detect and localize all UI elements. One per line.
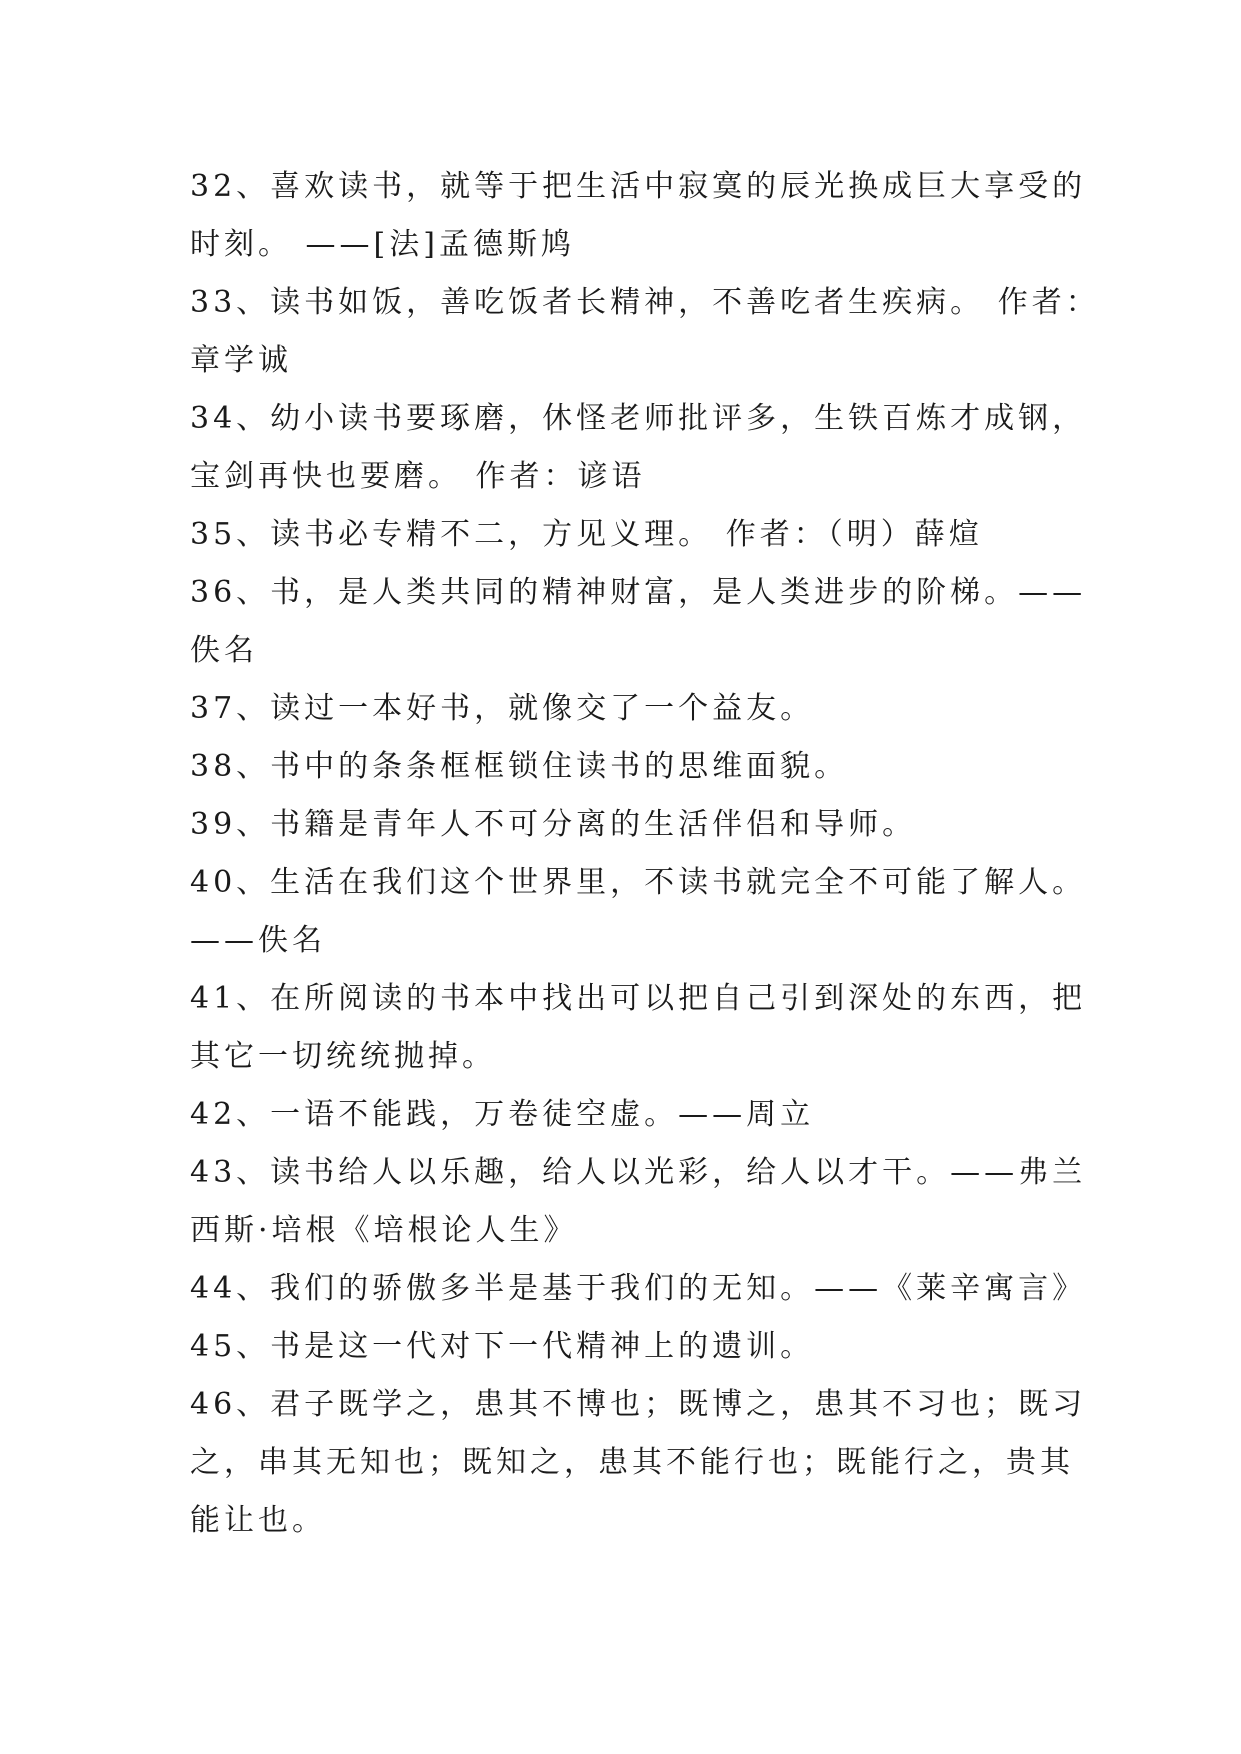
text-line: 章学诚 — [190, 343, 292, 378]
text-line: 46、君子既学之，患其不博也；既博之，患其不习也；既习 — [190, 1387, 1087, 1422]
text-line: 37、读过一本好书，就像交了一个益友。 — [190, 691, 815, 726]
text-line: 32、喜欢读书，就等于把生活中寂寞的辰光换成巨大享受的 — [190, 169, 1087, 204]
text-line: 40、生活在我们这个世界里，不读书就完全不可能了解人。 — [190, 865, 1087, 900]
text-line: 其它一切统统抛掉。 — [190, 1039, 496, 1074]
text-line: 33、读书如饭，善吃饭者长精神，不善吃者生疾病。 作者： — [190, 285, 1100, 320]
text-line: 西斯·培根《培根论人生》 — [190, 1213, 578, 1248]
text-line: 35、读书必专精不二，方见义理。 作者：（明）薛煊 — [190, 517, 983, 552]
text-line: 44、我们的骄傲多半是基于我们的无知。——《莱辛寓言》 — [190, 1271, 1087, 1306]
text-line: 之，串其无知也；既知之，患其不能行也；既能行之，贵其 — [190, 1445, 1074, 1480]
text-line: 43、读书给人以乐趣，给人以光彩，给人以才干。——弗兰 — [190, 1155, 1087, 1190]
text-line: 36、书，是人类共同的精神财富，是人类进步的阶梯。—— — [190, 575, 1087, 610]
text-line: 39、书籍是青年人不可分离的生活伴侣和导师。 — [190, 807, 917, 842]
text-line: 时刻。 ——[法]孟德斯鸠 — [190, 227, 575, 262]
text-line: 45、书是这一代对下一代精神上的遗训。 — [190, 1329, 815, 1364]
text-line: ——佚名 — [190, 923, 326, 958]
text-line: 38、书中的条条框框锁住读书的思维面貌。 — [190, 749, 849, 784]
quote-list — [190, 158, 1100, 1550]
text-line: 41、在所阅读的书本中找出可以把自己引到深处的东西，把 — [190, 981, 1087, 1016]
text-line: 34、幼小读书要琢磨，休怪老师批评多，生铁百炼才成钢， — [190, 401, 1087, 436]
text-line: 佚名 — [190, 633, 258, 668]
text-line: 能让也。 — [190, 1503, 326, 1538]
text-line: 42、一语不能践，万卷徒空虚。——周立 — [190, 1097, 815, 1132]
text-line: 宝剑再快也要磨。 作者：谚语 — [190, 459, 646, 494]
